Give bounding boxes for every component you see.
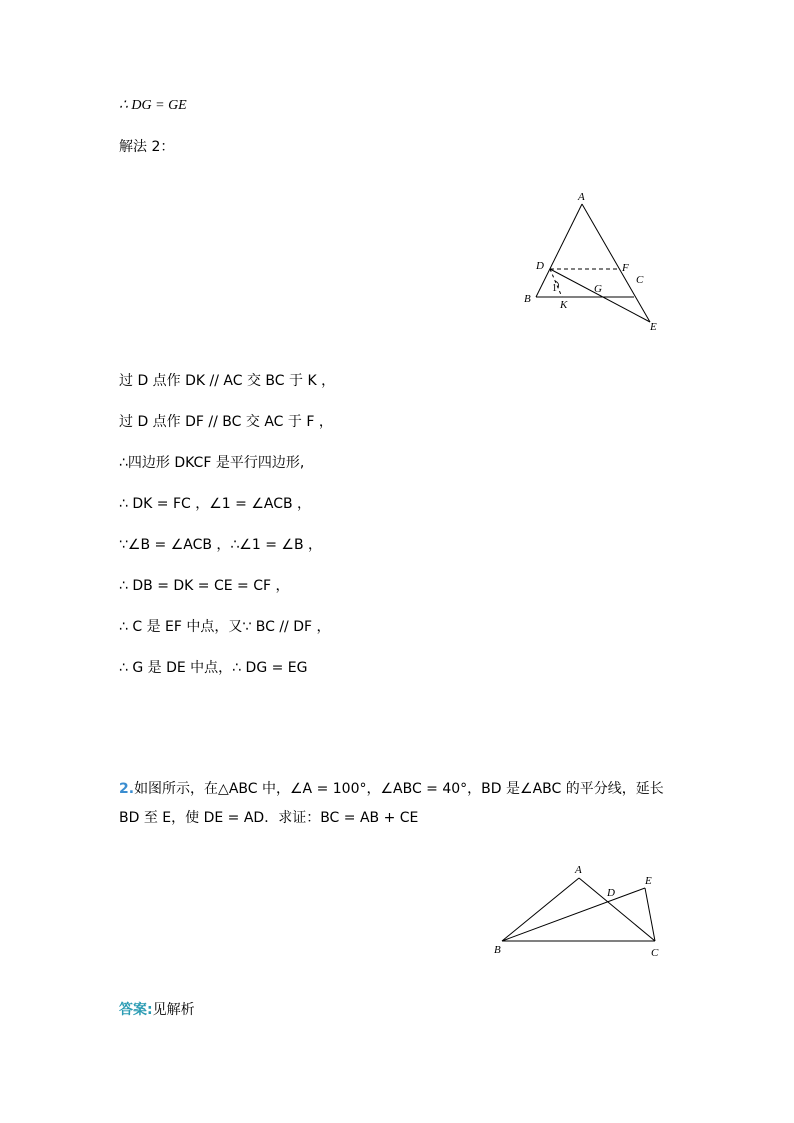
step-4: ∴ DK = FC ，∠1 = ∠ACB ， (119, 496, 312, 512)
fig2-edge-ac (579, 878, 655, 941)
step-3: ∴四边形 DKCF 是平行四边形, (119, 455, 305, 471)
label-f: F (622, 262, 629, 274)
step-8: ∴ G 是 DE 中点，∴ DG = EG (119, 660, 308, 676)
step-1: 过 D 点作 DK // AC 交 BC 于 K ， (119, 373, 336, 389)
edge-ab (536, 204, 582, 297)
answer-label: 答案: (119, 1002, 153, 1018)
step-2: 过 D 点作 DF // BC 交 AC 于 F ， (119, 414, 333, 430)
label-e: E (650, 321, 657, 333)
problem2-statement-1: 如图所示，在△ABC 中，∠A = 100°，∠ABC = 40°，BD 是∠ABC 的平分线，延长 (134, 781, 664, 797)
answer-text: 见解析 (152, 1002, 195, 1018)
solution2-heading: 解法 2： (119, 139, 175, 155)
step-5: ∵∠B = ∠ACB ，∴∠1 = ∠B ， (119, 537, 323, 553)
fig2-label-b: B (494, 944, 501, 956)
label-a: A (578, 191, 585, 203)
label-g: G (594, 283, 602, 295)
fig2-label-c: C (651, 947, 659, 959)
label-c: C (636, 274, 644, 286)
solution1-conclusion: ∴ DG = GE (119, 98, 187, 113)
problem2-number: 2. (119, 781, 135, 797)
step-7: ∴ C 是 EF 中点，又∵ BC // DF ， (119, 619, 331, 635)
label-b: B (524, 293, 531, 305)
label-d: D (536, 260, 544, 272)
answer-line (119, 1000, 195, 1020)
label-one: 1 (552, 283, 557, 294)
fig2-label-d: D (607, 887, 615, 899)
fig2-label-a: A (575, 864, 582, 876)
fig2-edge-ab (502, 878, 579, 941)
fig2-segment-ec (645, 888, 655, 941)
problem2-statement-2: BD 至 E，使 DE = AD．求证：BC = AB + CE (119, 810, 419, 826)
problem2-line1 (119, 779, 664, 799)
step-6: ∴ DB = DK = CE = CF ， (119, 578, 290, 594)
label-k: K (560, 299, 568, 311)
fig2-label-e: E (645, 875, 652, 887)
